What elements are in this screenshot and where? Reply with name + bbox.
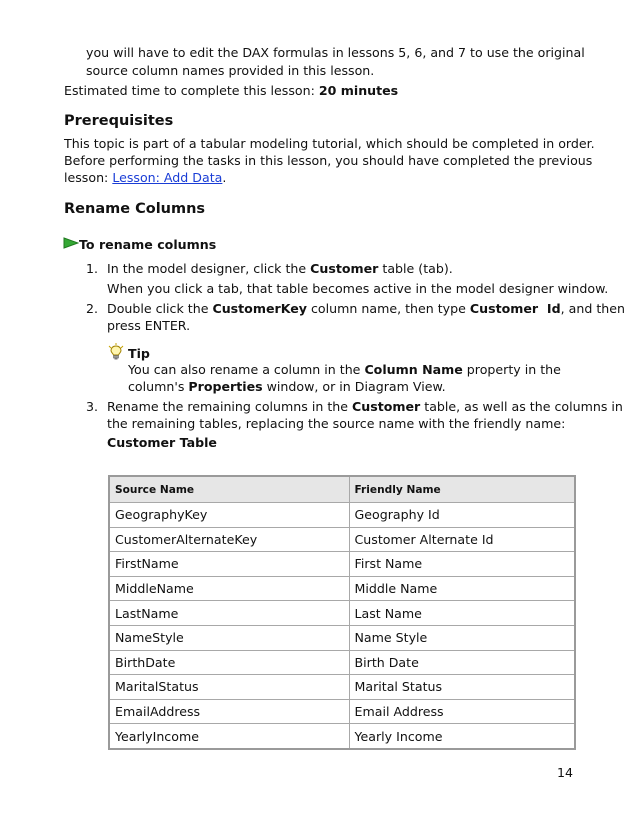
friendly-name-cell: Birth Date — [349, 650, 575, 675]
step-3-post: table, as well as the columns in — [420, 399, 623, 414]
step-2-mid: column name, then type — [307, 301, 470, 316]
table-caption: Customer Table — [107, 435, 217, 450]
estimated-time-value: 20 minutes — [318, 83, 399, 98]
tip-line-2-pre: column's — [128, 379, 189, 394]
friendly-name-cell: Marital Status — [349, 675, 575, 700]
source-name-cell: NameStyle — [109, 625, 349, 650]
step-3-line-2: the remaining tables, replacing the source name with the friendly name: — [107, 416, 566, 431]
step-2-bold-2: Customer Id — [469, 301, 561, 316]
step-2-pre: Double click the — [107, 301, 213, 316]
tip-line-1-bold: Column Name — [364, 362, 463, 377]
table-row — [109, 601, 575, 626]
step-2-text — [107, 300, 625, 318]
tip-line-1-post: property in the — [462, 362, 561, 377]
prereq-line-1: This topic is part of a tabular modeling tutorial, which should be completed in order. — [64, 136, 595, 151]
header-friendly-name: Friendly Name — [349, 476, 575, 503]
step-1-text — [107, 260, 453, 278]
friendly-name-cell: Last Name — [349, 601, 575, 626]
prereq-line-3-prefix: lesson: — [64, 170, 113, 185]
intro-line-1: you will have to edit the DAX formulas in lessons 5, 6, and 7 to use the original — [86, 45, 585, 60]
tip-line-2 — [128, 378, 446, 396]
source-name-cell: MaritalStatus — [109, 675, 349, 700]
table-row — [109, 576, 575, 601]
table-row — [109, 724, 575, 749]
tip-line-1 — [128, 361, 561, 379]
friendly-name-cell: Geography Id — [349, 503, 575, 528]
prereq-line-2: Before performing the tasks in this lesson, you should have completed the previous — [64, 153, 593, 168]
friendly-name-cell: Middle Name — [349, 576, 575, 601]
page-number: 14 — [557, 765, 574, 780]
friendly-name-cell: Yearly Income — [349, 724, 575, 749]
table-row — [109, 650, 575, 675]
intro-line-2: source column names provided in this lesson. — [86, 63, 375, 78]
rename-columns-heading: Rename Columns — [64, 201, 206, 217]
friendly-name-cell: First Name — [349, 552, 575, 577]
prereq-line-3-suffix: . — [222, 170, 227, 185]
header-source-name: Source Name — [109, 476, 349, 503]
step-3-bold: Customer — [352, 399, 421, 414]
step-2-line-2: press ENTER. — [107, 318, 191, 333]
estimated-time-label: Estimated time to complete this lesson: — [64, 83, 319, 98]
tip-line-2-bold: Properties — [188, 379, 263, 394]
source-name-cell: YearlyIncome — [109, 724, 349, 749]
step-1-post: table (tab). — [378, 261, 453, 276]
step-2-post: , and then — [560, 301, 625, 316]
source-name-cell: MiddleName — [109, 576, 349, 601]
step-1-number: 1. — [86, 261, 99, 276]
source-name-cell: EmailAddress — [109, 699, 349, 724]
step-3-number: 3. — [86, 399, 99, 414]
friendly-name-cell: Name Style — [349, 625, 575, 650]
table-row — [109, 552, 575, 577]
table-row — [109, 503, 575, 528]
friendly-name-cell: Customer Alternate Id — [349, 527, 575, 552]
source-name-cell: BirthDate — [109, 650, 349, 675]
step-1-bold: Customer — [310, 261, 379, 276]
friendly-name-cell: Email Address — [349, 699, 575, 724]
source-name-cell: GeographyKey — [109, 503, 349, 528]
table-row — [109, 527, 575, 552]
tip-line-2-post: window, or in Diagram View. — [262, 379, 446, 394]
source-name-cell: FirstName — [109, 552, 349, 577]
source-name-cell: LastName — [109, 601, 349, 626]
step-2-number: 2. — [86, 301, 99, 316]
lesson-add-data-link[interactable]: Lesson: Add Data — [112, 170, 223, 185]
procedure-title: To rename columns — [79, 237, 217, 252]
step-1-pre: In the model designer, click the — [107, 261, 311, 276]
tip-line-1-pre: You can also rename a column in the — [128, 362, 365, 377]
prerequisites-heading: Prerequisites — [64, 113, 174, 129]
step-3-text — [107, 398, 623, 416]
prereq-line-3 — [64, 169, 226, 187]
step-1-note: When you click a tab, that table becomes active in the model designer window. — [107, 281, 609, 296]
step-3-pre: Rename the remaining columns in the — [107, 399, 352, 414]
table-row — [109, 699, 575, 724]
table-header-row — [109, 476, 575, 503]
estimated-time — [64, 82, 398, 100]
green-arrow-icon — [63, 237, 79, 249]
tip-title: Tip — [128, 346, 150, 361]
customer-table — [108, 475, 576, 750]
table-row — [109, 625, 575, 650]
step-2-bold-1: CustomerKey — [212, 301, 307, 316]
table-row — [109, 675, 575, 700]
lightbulb-icon — [108, 343, 124, 361]
source-name-cell: CustomerAlternateKey — [109, 527, 349, 552]
